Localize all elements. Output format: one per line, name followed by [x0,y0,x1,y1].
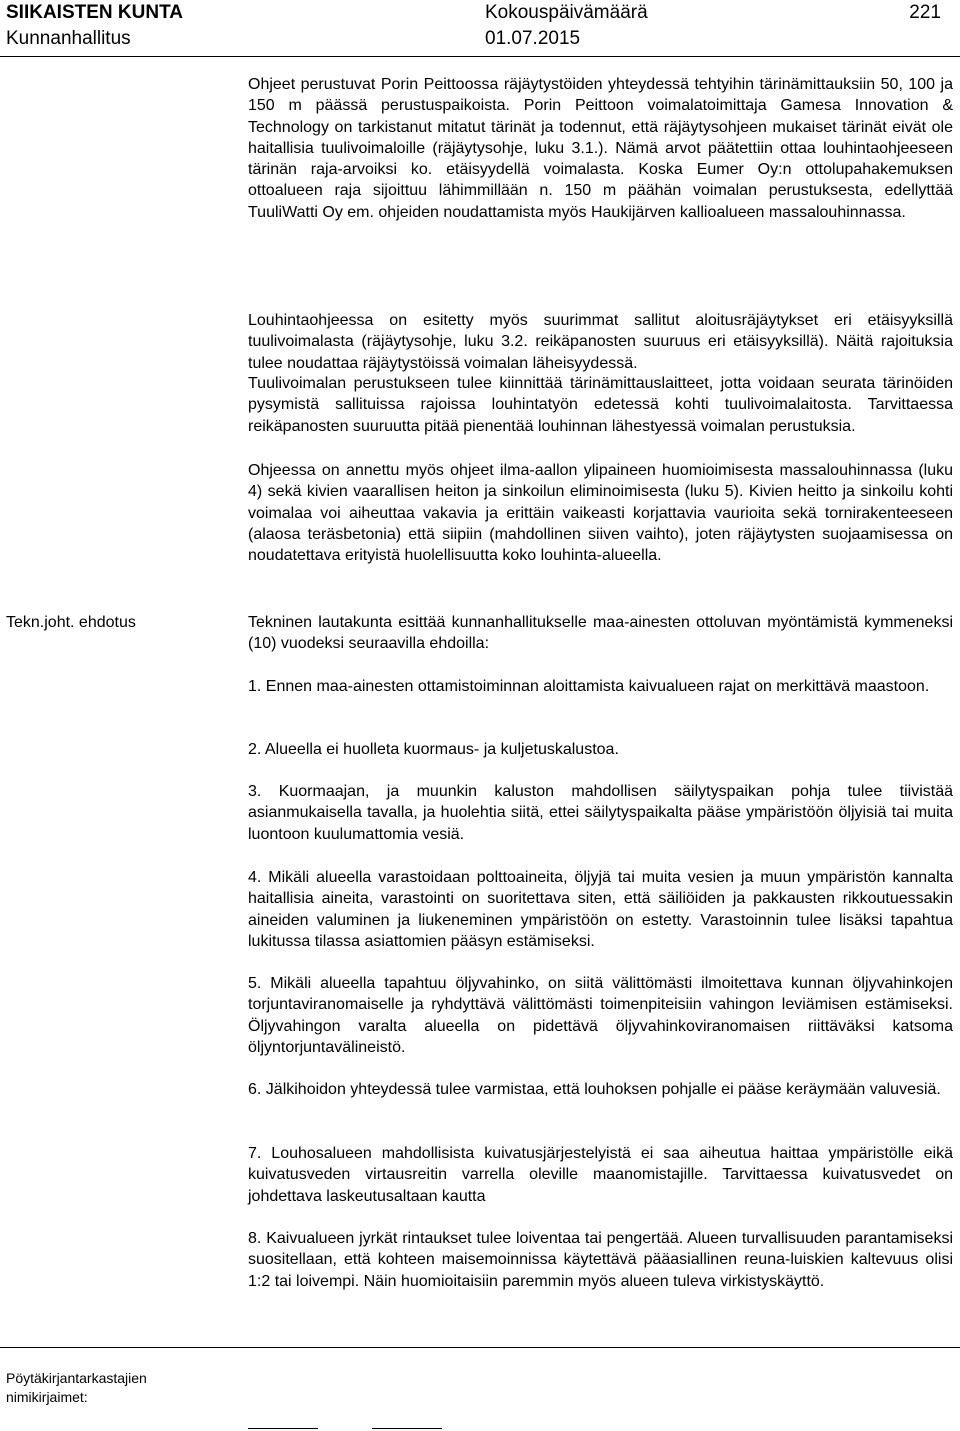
paragraph-blast-limits: Louhintaohjeessa on esitetty myös suurimmat sallitut aloitusräjäytykset eri etäisyyksillä tuulivoimalasta (räjäytysohje, luku 3.2. reikäpanosten suuruus eri etäisyyksillä). Näitä rajoituksia tulee noudattaa räjäytystöissä voimalan läheisyydessä. [248,312,953,372]
condition-3: 3. Kuormaajan, ja muunkin kaluston mahdollisen säilytyspaikan pohja tulee tiivistää asianmukaisella tavalla, ja huolehtia siitä, ettei säilytyspaikalta pääse ympäristöön öljyisiä tai muita luontoon kuulumattomia vesiä. [248,783,953,843]
condition-8: 8. Kaivualueen jyrkät rintaukset tulee loiventaa tai pengertää. Alueen turvallisuuden parantamiseksi suositellaan, että kohteen maisemoinnissa käytettävä pääasiallinen reuna-luiskien kaltevuus olisi 1:2 tai loivempi. Näin huomioitaisiin paremmin myös alueen tuleva virkistyskäyttö. [248,1230,953,1290]
governing-body: Kunnanhallitus [6,28,131,49]
condition-7: 7. Louhosalueen mahdollisista kuivatusjärjestelyistä ei saa aiheutua haittaa ympäristölle eikä kuivatusveden virtausreitin varrella oleville maanomistajille. Tarvittaessa kuivatusvedet on johdettava laskeutusaltaan kautta [248,1145,953,1205]
signature-line-2 [372,1428,442,1429]
paragraph-air-overpressure: Ohjeessa on annettu myös ohjeet ilma-aallon ylipaineen huomioimisesta massalouhinnassa (luku 4) sekä kivien vaarallisen heiton ja sinkoilun eliminoimisesta (luku 5). Kivien heitto ja sinkoilu kohti voimalaa voi aiheuttaa vakavia ja erittäin vaikeasti korjattavia vaurioita sekä tornirakenteeseen (alaosa teräsbetonia) että siipiin (mahdollinen siiven vaihto), joten räjäytysten suojaamisessa on noudatettava erityistä huolellisuutta koko louhinta-alueella. [248,462,953,565]
proposal-label: Tekn.joht. ehdotus [6,614,136,631]
condition-4: 4. Mikäli alueella varastoidaan polttoaineita, öljyjä tai muita vesien ja muun ympäristön kannalta haitallisia aineita, varastointi on suoritettava siten, että säiliöiden ja pakkausten rikkoutuessakin aineiden valuminen ja liukeneminen ympäristöön on estetty. Varastoinnin tulee lisäksi tapahtua lukitussa tilassa asiattomien pääsyn estämiseksi. [248,869,953,950]
condition-5: 5. Mikäli alueella tapahtuu öljyvahinko, on siitä välittömästi ilmoitettava kunnan öljyvahinkojen torjuntaviranomaiselle ja ryhdyttävä välittömästi toimenpiteisiin vahingon leviämisen estämiseksi. Öljyvahingon varalta alueella on pidettävä öljyvahinkoviranomaisen riittäväksi katsoma öljyntorjuntavälineistö. [248,975,953,1056]
footer-label-line1: Pöytäkirjantarkastajien [6,1370,147,1386]
condition-2: 2. Alueella ei huolleta kuormaus- ja kuljetuskalustoa. [248,741,619,758]
signature-line-1 [248,1428,318,1429]
page-number: 221 [909,2,941,23]
header-divider [0,56,960,57]
footer-label-line2: nimikirjaimet: [6,1389,88,1405]
paragraph-measurements: Ohjeet perustuvat Porin Peittoossa räjäytystöiden yhteydessä tehtyihin tärinämittauksiin 50, 100 ja 150 m päässä perustuspaikoista. Porin Peittoon voimalatoimittaja Gamesa Innovation & Technology on tarkistanut mitatut tärinät ja todennut, että räjäytysohjeen mukaiset tärinät eivät ole haitallisia tuulivoimaloille (räjäytysohje, luku 3.1.). Nämä arvot päätettiin ottaa louhintaohjeeseen tärinän raja-arvoiksi ko. etäisyydellä voimalasta. Koska Eumer Oy:n ottolupahakemuksen ottoalueen raja sijoittuu lähimmillään n. 150 m päähän voimalan perustuksesta, edellyttää TuuliWatti Oy em. ohjeiden noudattamista myös Haukijärven kallioalueen massalouhinnassa. [248,76,953,221]
meeting-date-label: Kokouspäivämäärä [485,2,648,23]
condition-1: 1. Ennen maa-ainesten ottamistoiminnan aloittamista kaivualueen rajat on merkittävä maastoon. [248,678,930,695]
condition-6: 6. Jälkihoidon yhteydessä tulee varmistaa, että louhoksen pohjalle ei pääse keräymään valuvesiä. [248,1081,941,1098]
paragraph-vibration-monitoring: Tuulivoimalan perustukseen tulee kiinnittää tärinämittauslaitteet, jotta voidaan seurata tärinöiden pysymistä sallituissa rajoissa louhintatyön edetessä kohti tuulivoimalaitosta. Tarvittaessa reikäpanosten suuruutta pitää pienentää louhinnan lähestyessä voimalan perustuksia. [248,375,953,435]
footer-divider [0,1347,960,1348]
meeting-date: 01.07.2015 [485,28,581,49]
proposal-intro: Tekninen lautakunta esittää kunnanhallitukselle maa-ainesten ottoluvan myöntämistä kymmeneksi (10) vuodeksi seuraavilla ehdoilla: [248,614,953,653]
organization-name: SIIKAISTEN KUNTA [6,2,183,23]
